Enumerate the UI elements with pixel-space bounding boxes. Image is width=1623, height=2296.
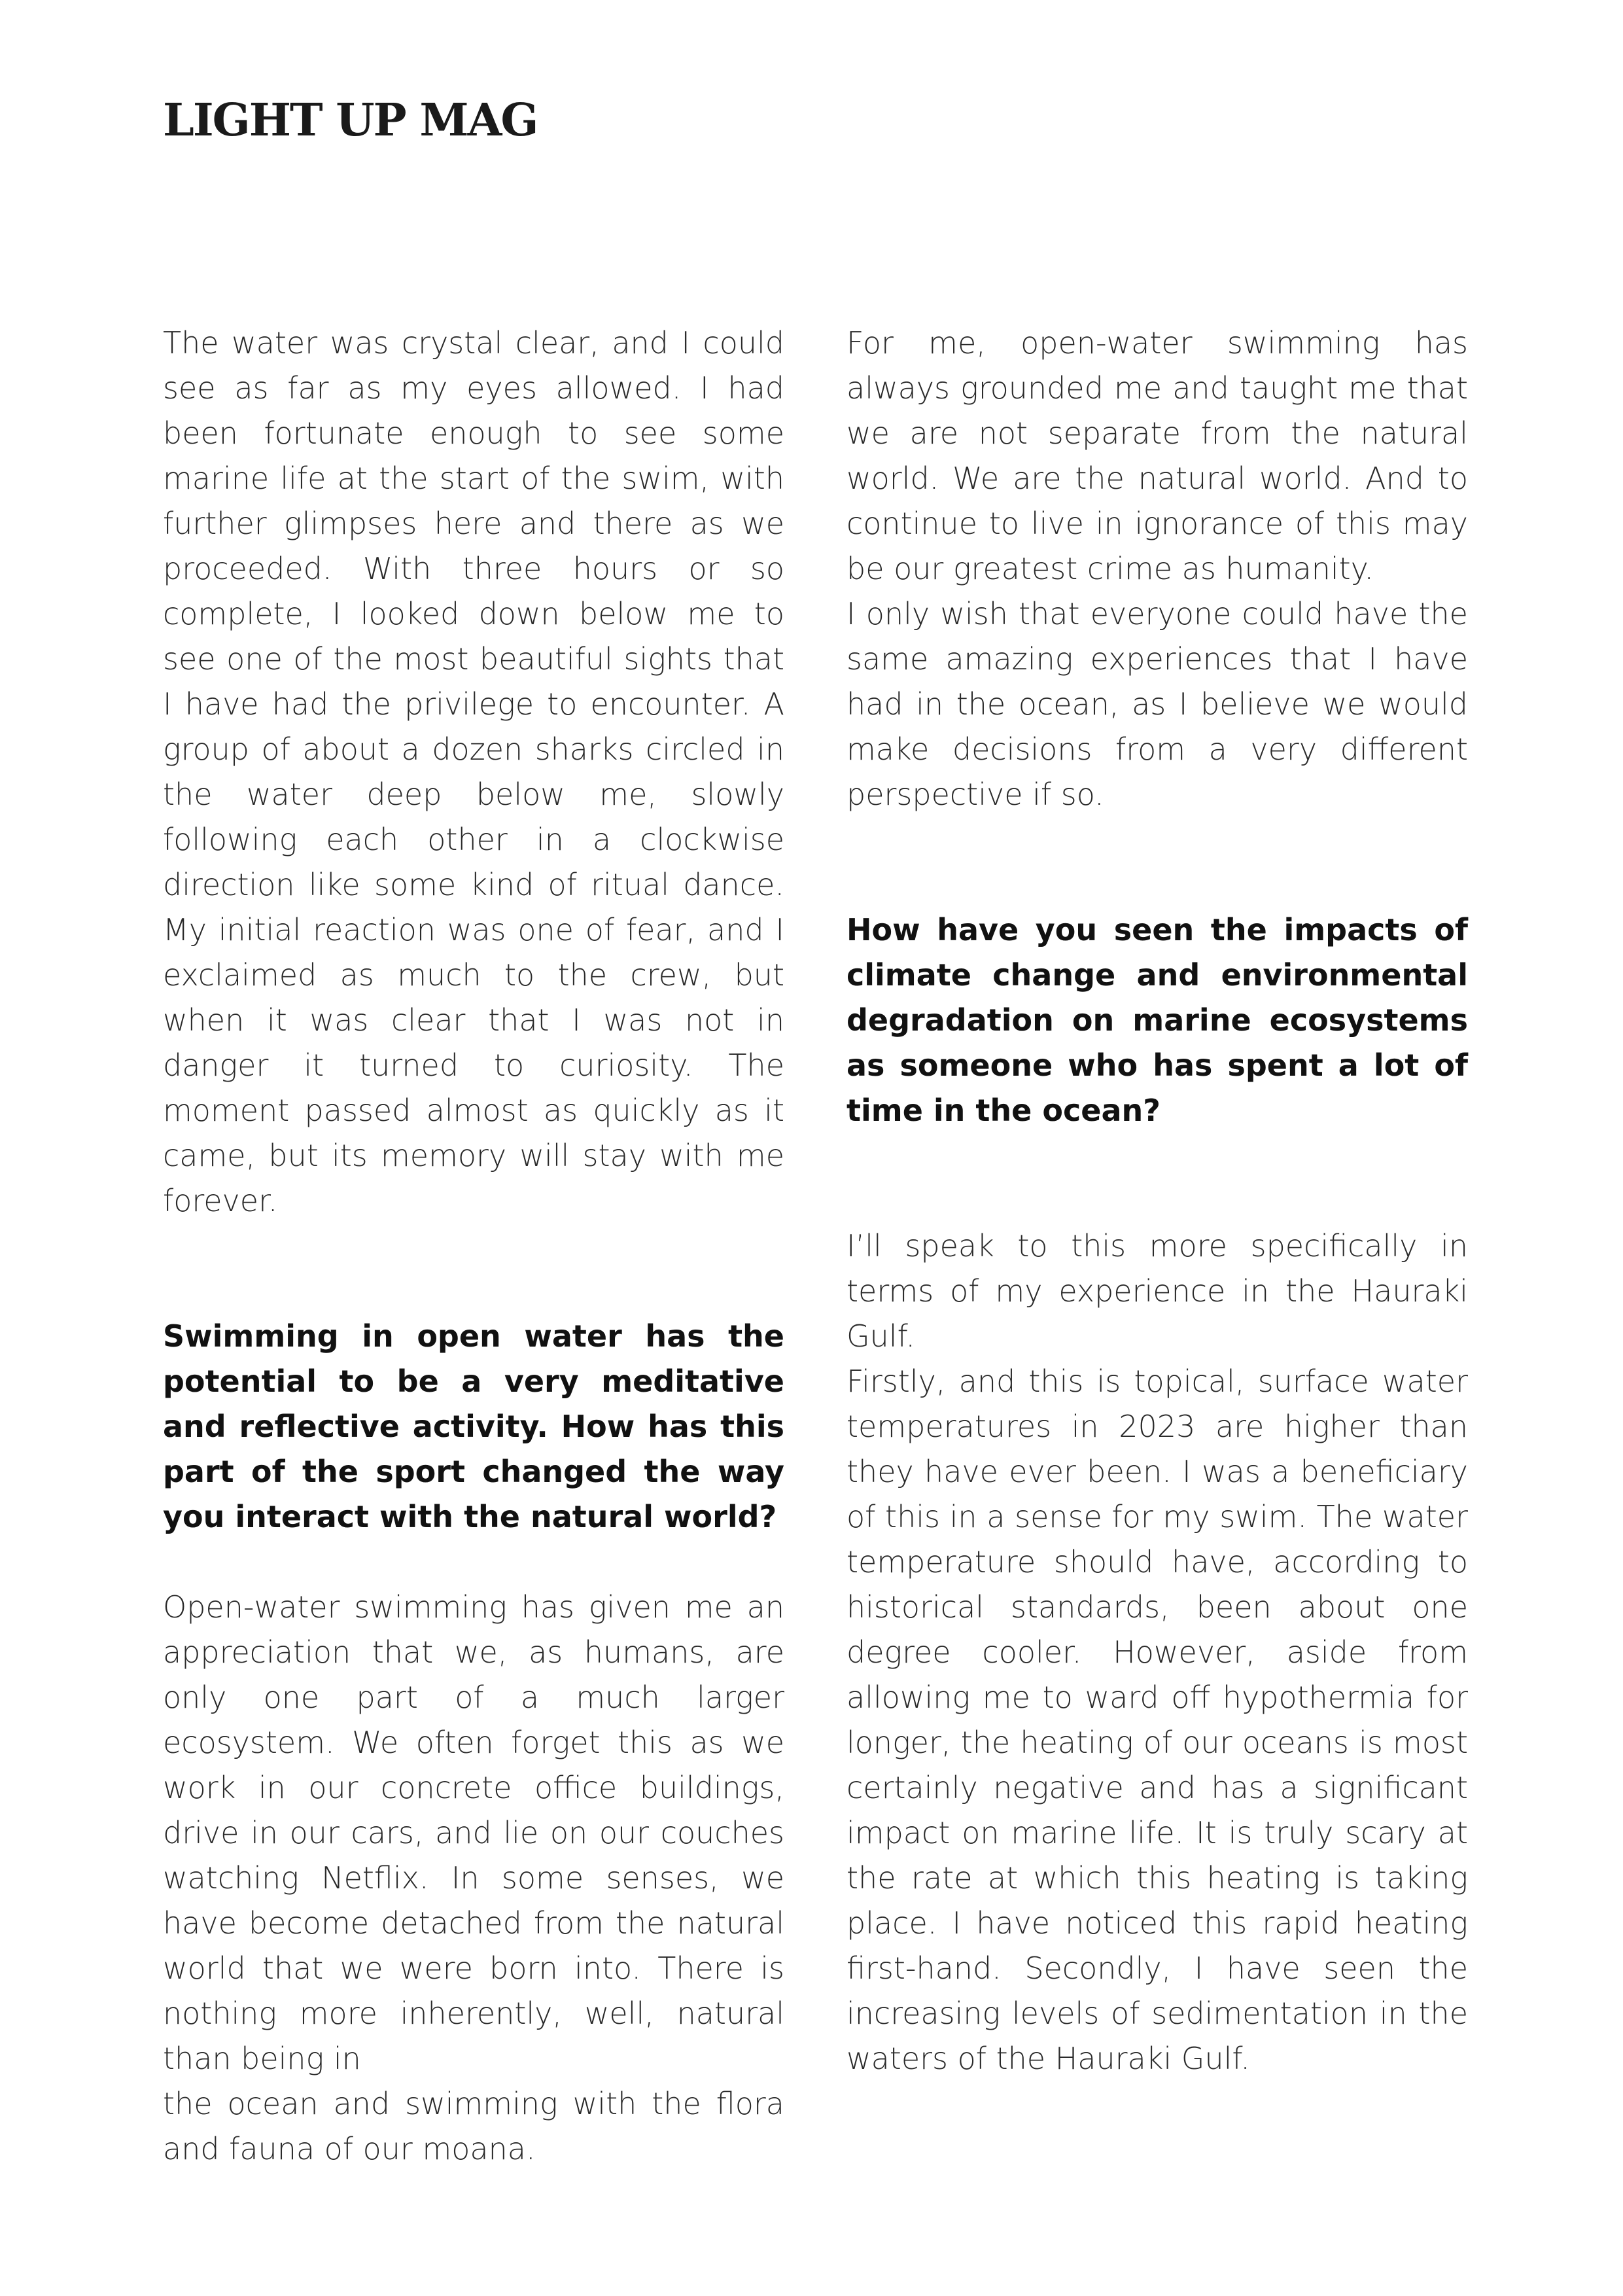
left-column: [163, 321, 784, 2172]
magazine-title: LIGHT UP MAG: [163, 94, 538, 147]
interview-question-meditative: Swimming in open water has the potential to be a very meditative and reflective activity. How has this part of the sport changed the way you interact with the natural world?: [163, 1318, 784, 1534]
paragraph-shared-experience: I only wish that everyone could have the same amazing experiences that I have had in the ocean, as I believe we would make decisions from a very different perspective if so.: [846, 596, 1468, 812]
spacer: [163, 1224, 784, 1314]
paragraph-grounded: For me, open-water swimming has always grounded me and taught me that we are not separate from the natural world. We are the natural world. And to continue to live in ignorance of this may be our greatest crime as humanity.: [846, 325, 1468, 586]
interview-question-climate-change: How have you seen the impacts of climate change and environmental degradation on marine ecosystems as someone who has spent a lot of time in the ocean?: [846, 912, 1468, 1128]
spacer: [846, 817, 1468, 908]
paragraph-ecosystem-appreciation: Open-water swimming has given me an appreciation that we, as humans, are only one part of a much larger ecosystem. We often forget this as we work in our concrete office buildings, drive in our cars, and lie on our couches watching Netflix. In some senses, we have become detached from the natural world that we were born into. There is nothing more inherently, well, natural than being in: [163, 1589, 784, 2076]
spacer: [846, 1133, 1468, 1224]
paragraph-hauraki-gulf-intro: I’ll speak to this more specifically in terms of my experience in the Hauraki Gulf.: [846, 1228, 1468, 1354]
paragraph-water-temperatures: Firstly, and this is topical, surface water temperatures in 2023 are higher than they have ever been. I was a beneficiary of this in a sense for my swim. The water temperature should have, according to historical standards, been about one degree cooler. However, aside from allowing me to ward off hypothermia for longer, the heating of our oceans is most certainly negative and has a significant impact on marine life. It is truly scary at the rate at which this heating is taking place. I have noticed this rapid heating first-hand. Secondly, I have seen the increasing levels of sedimentation in the waters of the Hauraki Gulf.: [846, 1364, 1468, 2076]
spacer: [163, 1540, 784, 1585]
right-column: [846, 321, 1468, 2081]
paragraph-ocean-flora-fauna: the ocean and swimming with the flora and fauna of our moana.: [163, 2086, 784, 2166]
paragraph-shark-encounter: The water was crystal clear, and I could see as far as my eyes allowed. I had been fortunate enough to see some marine life at the start of the swim, with further glimpses here and there as we proceeded. With three hours or so complete, I looked down below me to see one of the most beautiful sights that I have had the privilege to encounter. A group of about a dozen sharks circled in the water deep below me, slowly following each other in a clockwise direction like some kind of ritual dance. My initial reaction was one of fear, and I exclaimed as much to the crew, but when it was clear that I was not in danger it turned to curiosity. The moment passed almost as quickly as it came, but its memory will stay with me forever.: [163, 325, 784, 1218]
